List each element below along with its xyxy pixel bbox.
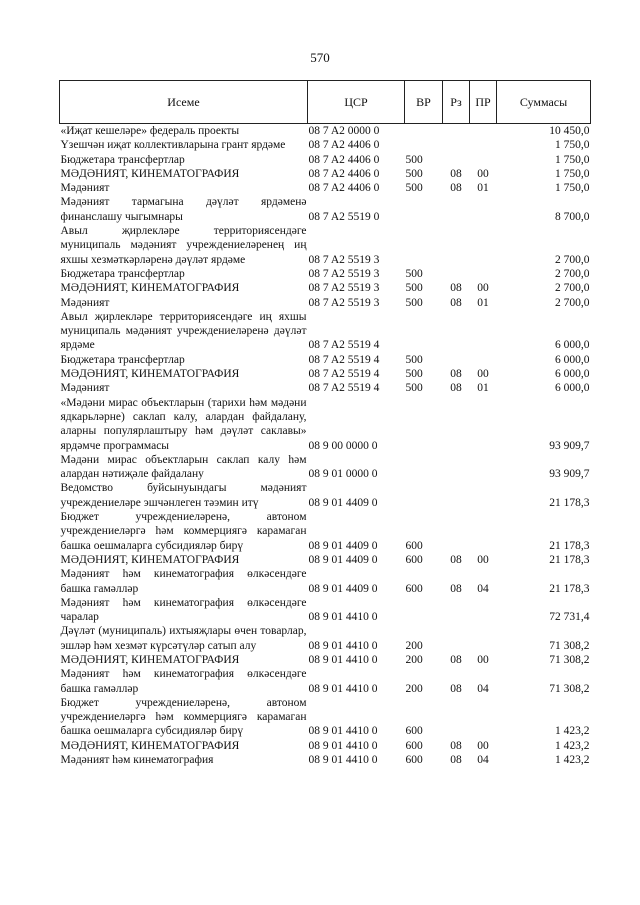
cell-sum: 2 700,0 <box>555 253 590 266</box>
cell-csr: 08 7 A2 4406 0 <box>308 153 380 166</box>
cell-csr: 08 7 A2 5519 4 <box>308 368 380 381</box>
cell-pr <box>470 353 497 367</box>
cell-pr: 00 <box>477 739 489 752</box>
cell-sum: 2 700,0 <box>555 267 590 280</box>
table-row <box>60 267 591 281</box>
cell-sum: 1 750,0 <box>555 182 590 195</box>
cell-vr <box>405 124 443 139</box>
cell-pr: 04 <box>477 582 489 595</box>
cell-rz <box>443 596 470 625</box>
cell-csr: 08 7 A2 5519 4 <box>308 353 380 366</box>
cell-vr: 600 <box>405 539 423 552</box>
cell-rz <box>443 267 470 281</box>
cell-name: Мәдәният <box>60 182 110 195</box>
cell-name: Бюджетара трансфертлар <box>60 267 185 280</box>
cell-pr: 01 <box>477 382 489 395</box>
cell-pr <box>470 310 497 353</box>
cell-name: Мәдәният тармагына дәүләт ярдәменә финанслашу чыгымнары <box>60 196 307 223</box>
cell-pr: 00 <box>477 553 489 566</box>
cell-rz <box>443 138 470 152</box>
cell-pr <box>470 453 497 482</box>
cell-sum: 21 178,3 <box>549 539 590 552</box>
table-row <box>60 138 591 152</box>
cell-sum: 6 000,0 <box>555 382 590 395</box>
cell-csr: 08 7 A2 5519 3 <box>308 296 380 309</box>
cell-sum: 8 700,0 <box>555 210 590 223</box>
table-row <box>60 567 591 596</box>
cell-name: Бюджет учреждениеләренә, автоном учреждениеләргә һәм коммерциягә карамаган башка оешмаларга субсидияләр бирү <box>60 696 307 738</box>
cell-csr: 08 7 A2 5519 0 <box>308 210 380 223</box>
table-row <box>60 624 591 653</box>
cell-name: Мәдәни мирас объектларын саклап калу һәм алардан нәтиҗәле файдалану <box>60 453 307 481</box>
cell-vr: 600 <box>405 553 423 566</box>
cell-name: Мәдәният һәм кинематография өлкәсендәге башка гамәлләр <box>60 668 307 695</box>
cell-name: Мәдәният һәм кинематография <box>60 754 214 767</box>
cell-rz <box>443 396 470 453</box>
cell-rz <box>443 153 470 167</box>
cell-rz: 08 <box>450 167 462 180</box>
table-row <box>60 195 591 224</box>
cell-csr: 08 9 01 4410 0 <box>308 611 378 624</box>
cell-vr: 500 <box>405 353 423 366</box>
cell-csr: 08 7 A2 4406 0 <box>308 182 380 195</box>
cell-sum: 21 178,3 <box>549 553 590 566</box>
cell-rz <box>443 696 470 739</box>
cell-name: Мәдәният һәм кинематография өлкәсендәге башка гамәлләр <box>60 568 307 595</box>
cell-rz: 08 <box>450 368 462 381</box>
cell-sum: 21 178,3 <box>549 582 590 595</box>
cell-csr: 08 7 A2 5519 4 <box>308 382 380 395</box>
table-row <box>60 453 591 482</box>
cell-vr <box>405 224 443 267</box>
cell-vr: 500 <box>405 282 423 295</box>
cell-vr <box>405 138 443 152</box>
table-row <box>60 224 591 267</box>
cell-pr <box>470 224 497 267</box>
table-row <box>60 353 591 367</box>
cell-name: «Иҗат кешеләре» федераль проекты <box>60 125 240 137</box>
table-row <box>60 596 591 625</box>
cell-rz: 08 <box>450 582 462 595</box>
cell-sum: 1 750,0 <box>555 153 590 166</box>
cell-sum: 71 308,2 <box>549 682 590 695</box>
cell-csr: 08 7 A2 0000 0 <box>308 125 380 137</box>
cell-csr: 08 9 00 0000 0 <box>308 439 378 452</box>
table-row <box>60 753 591 767</box>
cell-vr <box>405 481 443 510</box>
cell-sum: 93 909,7 <box>549 468 590 481</box>
cell-sum: 93 909,7 <box>549 439 590 452</box>
cell-pr <box>470 153 497 167</box>
cell-name: Ведомство буйсынуындагы мәдәният учреждениеләре эшчәнлеген тәэмин итү <box>60 482 307 509</box>
cell-csr: 08 9 01 4410 0 <box>308 754 378 767</box>
table-row <box>60 167 591 181</box>
cell-name: Мәдәният һәм кинематография өлкәсендәге чаралар <box>60 596 307 624</box>
cell-pr <box>470 396 497 453</box>
header-pr: ПР <box>470 81 497 124</box>
cell-rz: 08 <box>450 653 462 666</box>
table-row <box>60 653 591 667</box>
cell-pr <box>470 195 497 224</box>
table-row <box>60 296 591 310</box>
cell-csr: 08 7 A2 5519 3 <box>308 282 380 295</box>
table-header <box>60 81 591 124</box>
cell-pr <box>470 696 497 739</box>
cell-sum: 2 700,0 <box>555 296 590 309</box>
cell-vr <box>405 195 443 224</box>
cell-pr <box>470 481 497 510</box>
cell-csr: 08 9 01 4409 0 <box>308 582 378 595</box>
cell-sum: 10 450,0 <box>549 125 590 137</box>
cell-rz: 08 <box>450 682 462 695</box>
cell-sum: 1 423,2 <box>555 725 590 738</box>
cell-pr: 01 <box>477 296 489 309</box>
cell-csr: 08 9 01 4409 0 <box>308 553 378 566</box>
table-row <box>60 510 591 553</box>
table-row <box>60 381 591 395</box>
table-row <box>60 181 591 195</box>
cell-name: Бюджетара трансфертлар <box>60 153 185 166</box>
cell-pr: 04 <box>477 754 489 767</box>
cell-vr: 600 <box>405 754 423 767</box>
cell-rz: 08 <box>450 754 462 767</box>
cell-name: МӘДӘНИЯТ, КИНЕМАТОГРАФИЯ <box>60 282 240 295</box>
cell-vr <box>405 453 443 482</box>
cell-rz <box>443 224 470 267</box>
cell-rz <box>443 353 470 367</box>
table-row <box>60 696 591 739</box>
cell-rz: 08 <box>450 282 462 295</box>
cell-rz: 08 <box>450 739 462 752</box>
cell-pr <box>470 510 497 553</box>
cell-name: МӘДӘНИЯТ, КИНЕМАТОГРАФИЯ <box>60 167 240 180</box>
cell-sum: 71 308,2 <box>549 653 590 666</box>
cell-csr: 08 9 01 4410 0 <box>308 682 378 695</box>
cell-rz <box>443 453 470 482</box>
cell-csr: 08 9 01 4410 0 <box>308 653 378 666</box>
cell-pr: 00 <box>477 282 489 295</box>
cell-pr: 00 <box>477 167 489 180</box>
cell-sum: 1 750,0 <box>555 139 590 152</box>
cell-rz <box>443 481 470 510</box>
cell-name: Авыл җирлекләре территориясендәге муниципаль мәдәният учреждениеләренең иң яхшы хезмәткәрләренә дәүләт ярдәме <box>60 225 307 266</box>
header-csr: ЦСР <box>308 81 405 124</box>
header-rz: Рз <box>443 81 470 124</box>
table-row <box>60 367 591 381</box>
cell-sum: 2 700,0 <box>555 282 590 295</box>
cell-sum: 21 178,3 <box>549 496 590 509</box>
cell-sum: 6 000,0 <box>555 353 590 366</box>
cell-name: Мәдәният <box>60 382 110 395</box>
cell-pr <box>470 124 497 139</box>
cell-sum: 1 423,2 <box>555 754 590 767</box>
cell-vr: 600 <box>405 582 423 595</box>
cell-pr: 04 <box>477 682 489 695</box>
cell-name: МӘДӘНИЯТ, КИНЕМАТОГРАФИЯ <box>60 739 240 752</box>
table-row <box>60 553 591 567</box>
cell-vr: 500 <box>405 167 423 180</box>
cell-vr: 600 <box>405 725 423 738</box>
cell-csr: 08 7 A2 4406 0 <box>308 139 380 152</box>
page-number: 570 <box>310 50 330 65</box>
cell-sum: 71 308,2 <box>549 639 590 652</box>
table-row <box>60 124 591 139</box>
cell-name: Бюджетара трансфертлар <box>60 353 185 366</box>
cell-name: МӘДӘНИЯТ, КИНЕМАТОГРАФИЯ <box>60 368 240 381</box>
cell-sum: 72 731,4 <box>549 611 590 624</box>
header-name: Исеме <box>60 81 308 124</box>
cell-vr: 500 <box>405 153 423 166</box>
cell-vr: 200 <box>405 682 423 695</box>
cell-rz: 08 <box>450 182 462 195</box>
cell-name: Үзешчән иҗат коллективларына грант ярдәме <box>60 139 286 152</box>
cell-vr: 500 <box>405 182 423 195</box>
cell-name: Дәүләт (муниципаль) ихтыяҗлары өчен товарлар, эшләр һәм хезмәт күрсәтүләр сатып алу <box>60 625 307 652</box>
table-body <box>60 124 591 768</box>
table-row <box>60 153 591 167</box>
cell-rz <box>443 510 470 553</box>
cell-rz: 08 <box>450 553 462 566</box>
table-row <box>60 281 591 295</box>
cell-vr: 500 <box>405 382 423 395</box>
cell-csr: 08 9 01 4410 0 <box>308 725 378 738</box>
header-row <box>60 81 591 124</box>
header-sum: Суммасы <box>497 81 591 124</box>
cell-sum: 1 423,2 <box>555 739 590 752</box>
cell-vr: 500 <box>405 267 423 280</box>
cell-rz <box>443 310 470 353</box>
cell-vr: 500 <box>405 296 423 309</box>
cell-name: Авыл җирлекләре территориясендәге иң яхшы муниципаль мәдәният учреждениеләренә дәүләт ярдәме <box>60 310 307 352</box>
cell-pr: 01 <box>477 182 489 195</box>
table-row <box>60 481 591 510</box>
cell-csr: 08 7 A2 4406 0 <box>308 167 380 180</box>
cell-csr: 08 9 01 4409 0 <box>308 539 378 552</box>
cell-name: Мәдәният <box>60 296 110 309</box>
cell-csr: 08 9 01 0000 0 <box>308 468 378 481</box>
header-vr: ВР <box>405 81 443 124</box>
cell-rz <box>443 195 470 224</box>
cell-csr: 08 7 A2 5519 3 <box>308 253 380 266</box>
cell-csr: 08 9 01 4409 0 <box>308 496 378 509</box>
cell-pr <box>470 267 497 281</box>
budget-table <box>59 80 591 767</box>
cell-vr: 200 <box>405 639 423 652</box>
cell-pr <box>470 624 497 653</box>
cell-pr: 00 <box>477 368 489 381</box>
cell-rz <box>443 624 470 653</box>
cell-rz: 08 <box>450 382 462 395</box>
table-row <box>60 396 591 453</box>
cell-pr: 00 <box>477 653 489 666</box>
cell-name: «Мәдәни мирас объектларын (тарихи һәм мәдәни ядкарьләрне) саклап калу, алардан файдалану, аларны популярлаштыру һәм дәүләт саклавы» ярдәмче программасы <box>60 396 307 452</box>
cell-rz <box>443 124 470 139</box>
cell-name: МӘДӘНИЯТ, КИНЕМАТОГРАФИЯ <box>60 653 240 666</box>
cell-vr <box>405 596 443 625</box>
cell-csr: 08 9 01 4410 0 <box>308 739 378 752</box>
cell-rz: 08 <box>450 296 462 309</box>
cell-name: МӘДӘНИЯТ, КИНЕМАТОГРАФИЯ <box>60 553 240 566</box>
cell-pr <box>470 138 497 152</box>
cell-name: Бюджет учреждениеләренә, автоном учреждениеләргә һәм коммерциягә карамаган башка оешмаларга субсидияләр бирү <box>60 511 307 552</box>
cell-vr <box>405 310 443 353</box>
cell-sum: 1 750,0 <box>555 167 590 180</box>
cell-sum: 6 000,0 <box>555 339 590 352</box>
table-row <box>60 667 591 696</box>
table-row <box>60 739 591 753</box>
cell-vr: 200 <box>405 653 423 666</box>
cell-vr: 600 <box>405 739 423 752</box>
cell-vr: 500 <box>405 368 423 381</box>
table-row <box>60 310 591 353</box>
cell-csr: 08 9 01 4410 0 <box>308 639 378 652</box>
cell-csr: 08 7 A2 5519 4 <box>308 339 380 352</box>
cell-pr <box>470 596 497 625</box>
cell-csr: 08 7 A2 5519 3 <box>308 267 380 280</box>
cell-sum: 6 000,0 <box>555 368 590 381</box>
cell-vr <box>405 396 443 453</box>
